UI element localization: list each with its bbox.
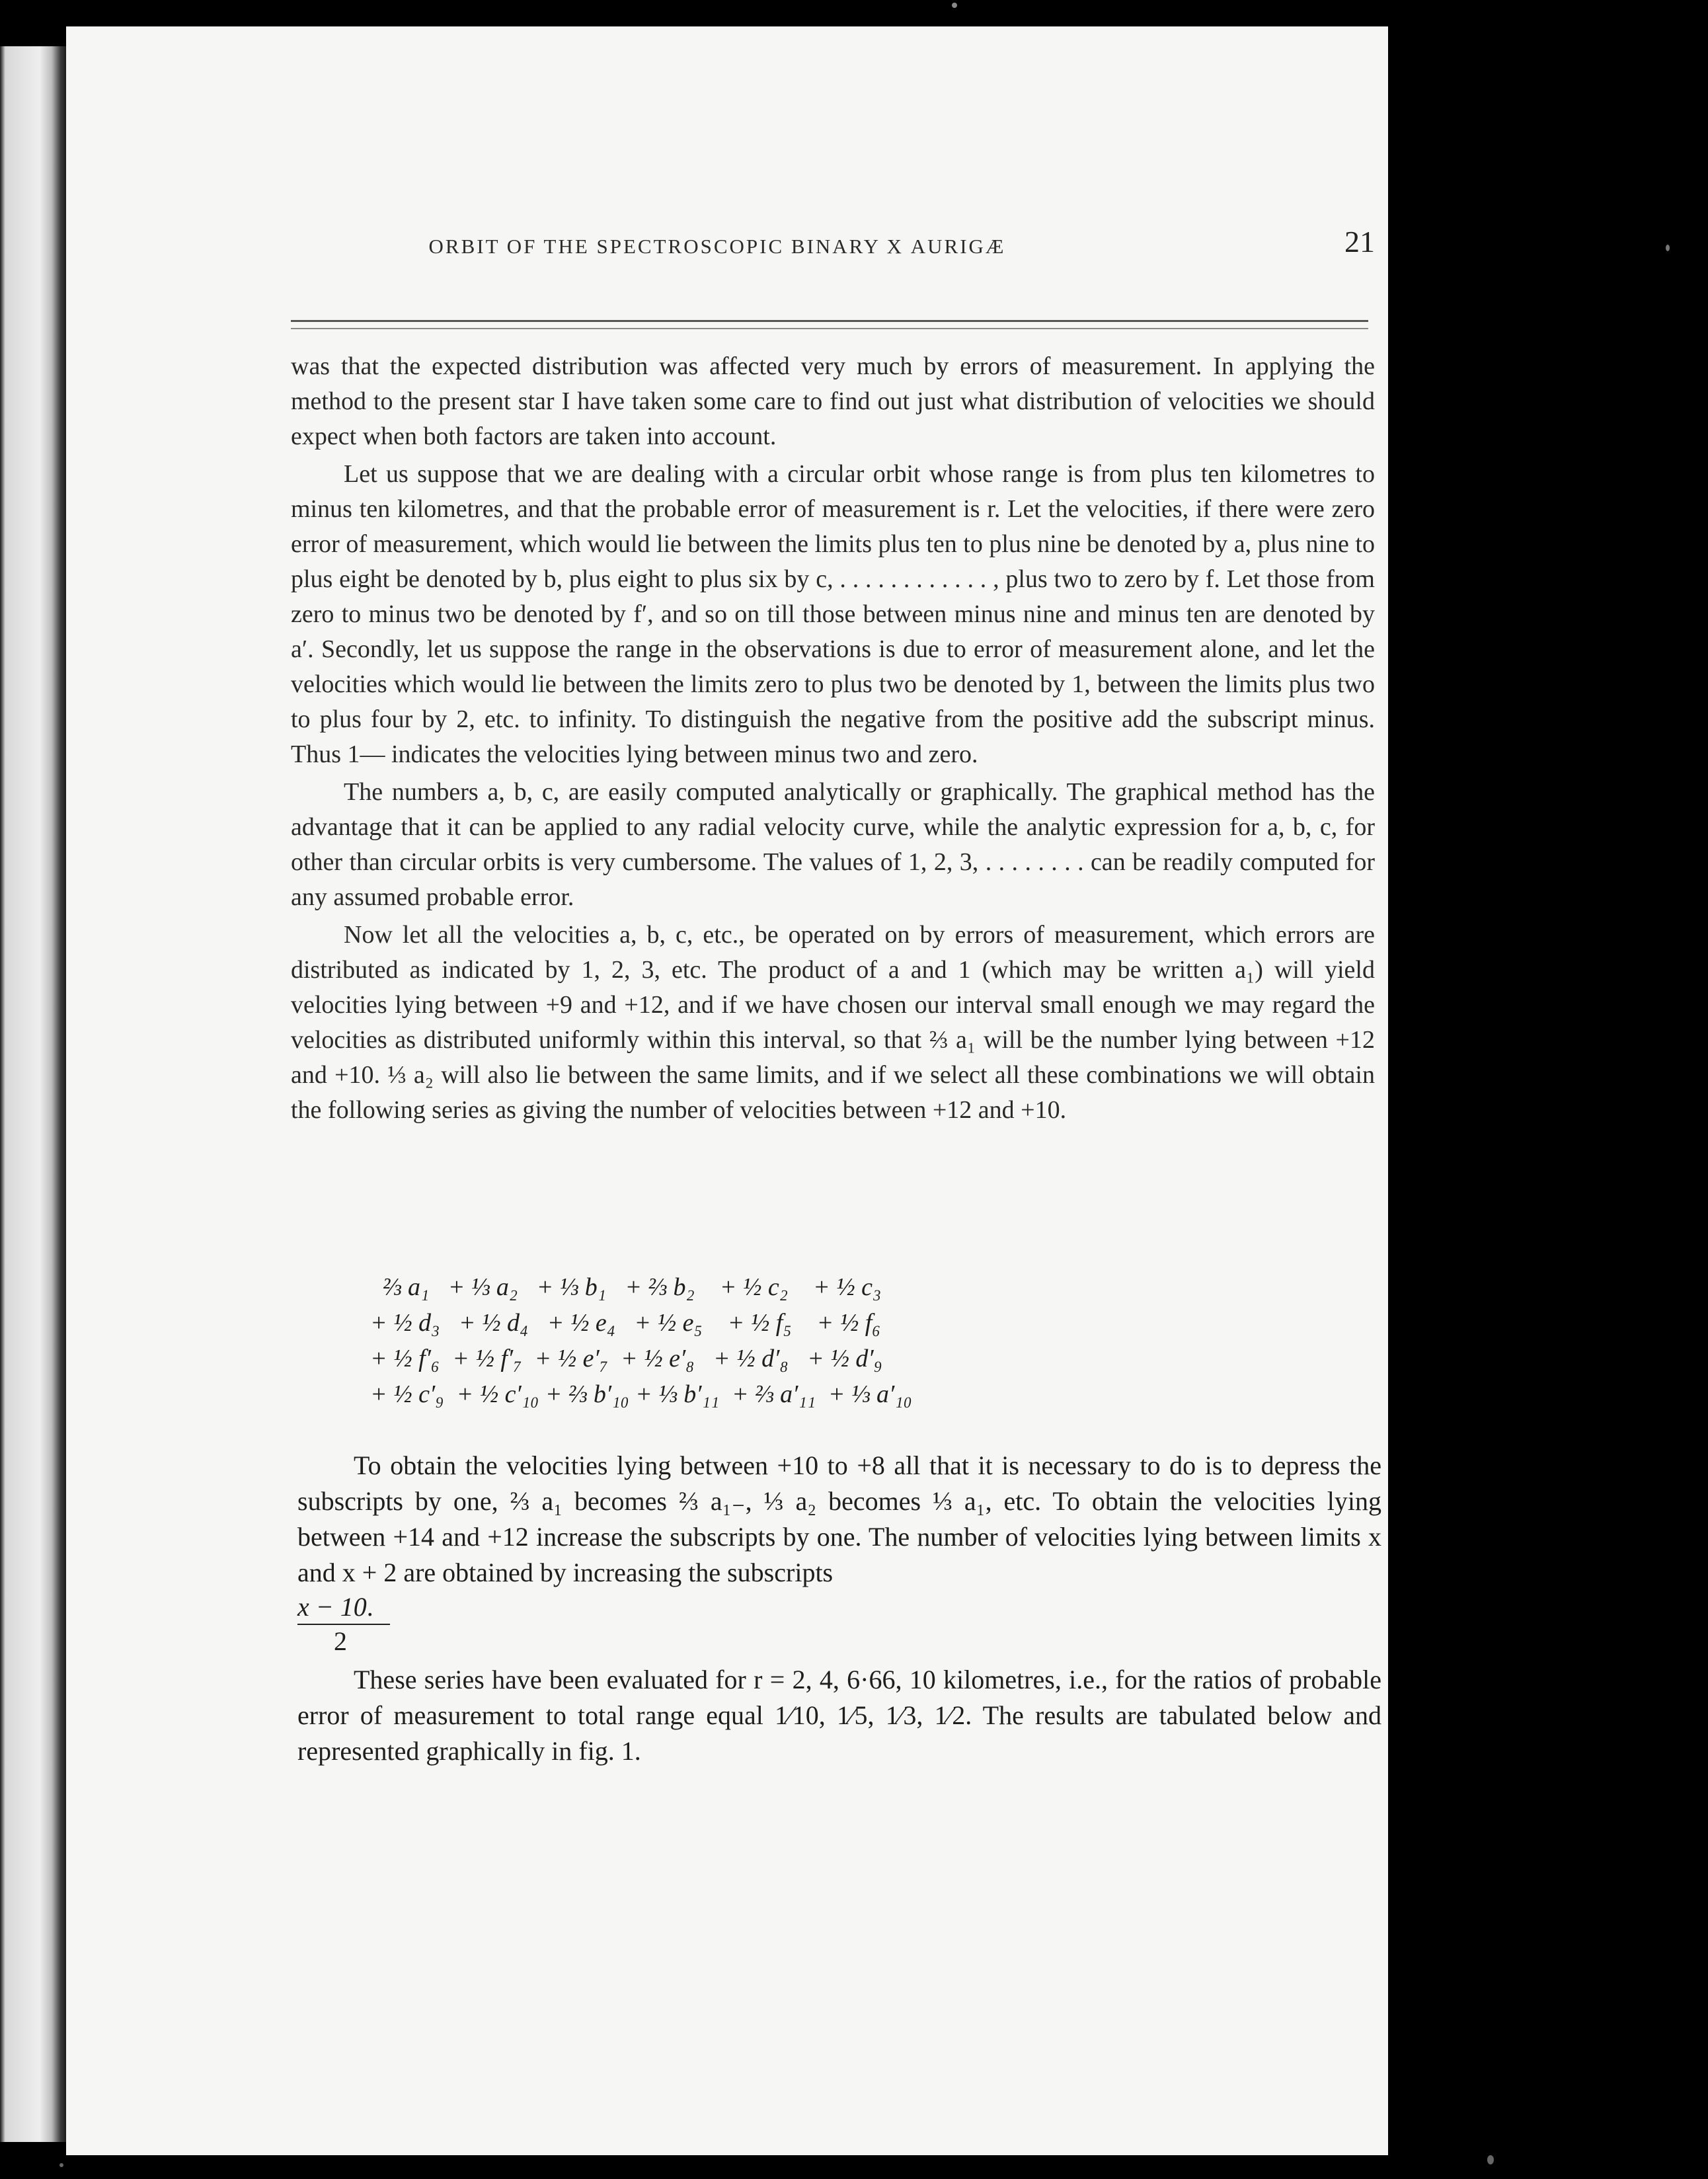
paragraph: was that the expected distribution was affected very much by errors of measurement. In applying the method to the present star I have taken some care to find out just what distribution of velocities we should expect when both factors are taken into account. [291, 352, 1375, 450]
dust-speck [952, 3, 957, 8]
running-title: ORBIT OF THE SPECTROSCOPIC BINARY Χ AURIGÆ [428, 235, 1006, 258]
header-rule-thin [291, 328, 1368, 329]
fraction-period: . [366, 1592, 373, 1622]
dust-speck [1666, 245, 1670, 251]
fraction-bar [297, 1624, 390, 1625]
body-text [291, 349, 1375, 1128]
series-row: ⅔ a₁ + ⅓ a₂ + ⅓ b₁ + ⅔ b₂ + ½ c₂ + ½ c₃ [370, 1273, 882, 1301]
paragraph: To obtain the velocities lying between +10 to +8 all that it is necessary to do is to depress the subscripts by one, ⅔ a₁ becomes ⅔ a₁₋, ⅓ a₂ becomes ⅓ a₁, etc. To obtain the velocities lying between +14 and +12 increase the subscripts by one. The number of velocities lying between limits x and x + 2 are obtained by increasing the subscripts [297, 1450, 1381, 1587]
series-row: + ½ c′₉ + ½ c′₁₀ + ⅔ b′₁₀ + ⅓ b′₁₁ + ⅔ a′₁₁ + ⅓ a′₁₀ [370, 1380, 912, 1408]
paragraph: These series have been evaluated for r = 2, 4, 6·66, 10 kilometres, i.e., for the ratios of probable error of measurement to total range equal 1⁄10, 1⁄5, 1⁄3, 1⁄2. The results are tabulated below and represented graphically in fig. 1. [297, 1665, 1381, 1766]
body-text-continued [297, 1448, 1381, 1769]
fraction-denominator: 2 [334, 1626, 347, 1656]
series-equation [370, 1269, 1150, 1412]
series-row: + ½ d₃ + ½ d₄ + ½ e₄ + ½ e₅ + ½ f₅ + ½ f₆ [370, 1309, 881, 1337]
running-head [205, 215, 1375, 268]
fraction-numerator: x − 10 [297, 1592, 367, 1622]
subscript-fraction [297, 1591, 1381, 1658]
dust-speck [1487, 2155, 1494, 2164]
dust-speck [59, 2163, 63, 2167]
paragraph: Let us suppose that we are dealing with a circular orbit whose range is from plus ten kilometres to minus ten kilometres, and that the probable error of measurement is r. Let the velocities, if there were zero error of measurement, which would lie between the limits plus ten to plus nine be denoted by a, plus nine to plus eight be denoted by b, plus eight to plus six by c, . . . . . . . . . . . . , plus two to zero by f. Let those from zero to minus two be denoted by f′, and so on till those between minus nine and minus ten are denoted by a′. Secondly, let us suppose the range in the observations is due to error of measurement alone, and let the velocities which would lie between the limits zero to plus two be denoted by 1, between the limits plus two to plus four by 2, etc. to infinity. To distinguish the negative from the positive add the subscript minus. Thus 1— indicates the velocities lying between minus two and zero. [291, 460, 1375, 768]
series-row: + ½ f′₆ + ½ f′₇ + ½ e′₇ + ½ e′₈ + ½ d′₈ + ½ d′₉ [370, 1345, 882, 1372]
page-number: 21 [1344, 225, 1375, 258]
paragraph: Now let all the velocities a, b, c, etc., be operated on by errors of measurement, which errors are distributed as indicated by 1, 2, 3, etc. The product of a and 1 (which may be written a₁) will yield velocities lying between +9 and +12, and if we have chosen our interval small enough we may regard the velocities as distributed uniformly within this interval, so that ⅔ a₁ will be the number lying between +12 and +10. ⅓ a₂ will also lie between the same limits, and if we select all these combinations we will obtain the following series as giving the number of velocities between +12 and +10. [291, 921, 1375, 1124]
left-page-edge [0, 46, 73, 2142]
header-rule [291, 320, 1368, 322]
paragraph: The numbers a, b, c, are easily computed analytically or graphically. The graphical method has the advantage that it can be applied to any radial velocity curve, while the analytic expression for a, b, c, for other than circular orbits is very cumbersome. The values of 1, 2, 3, . . . . . . . . can be readily computed for any assumed probable error. [291, 778, 1375, 911]
